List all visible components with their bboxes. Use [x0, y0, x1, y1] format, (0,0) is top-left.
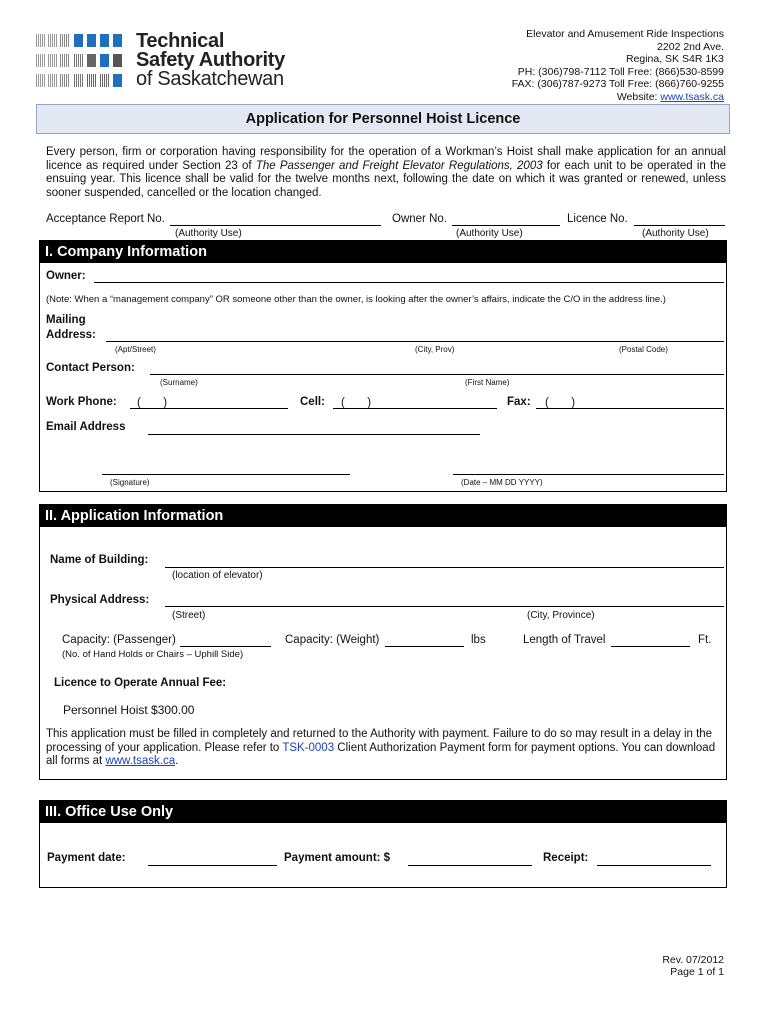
contact-address-2: Regina, SK S4R 1K3: [625, 53, 724, 65]
capacity-passenger-hint: (No. of Hand Holds or Chairs – Uphill Side): [62, 649, 244, 660]
fax-label: Fax:: [507, 396, 531, 408]
acceptance-report-field[interactable]: [170, 225, 381, 226]
personnel-hoist-fee: Personnel Hoist $300.00: [63, 703, 195, 717]
authority-use-hint-1: (Authority Use): [175, 228, 242, 239]
annual-fee-label: Licence to Operate Annual Fee:: [54, 677, 227, 689]
postal-code-hint: (Postal Code): [619, 345, 668, 354]
owner-field[interactable]: [94, 282, 724, 283]
payment-instructions: [46, 728, 718, 769]
licence-no-field[interactable]: [634, 225, 725, 226]
payment-text-1: This application must be filled in completely and returned to the Authority with payment. Failure to do so may result in a delay in the processing of your application. Please refer to: [46, 728, 713, 754]
physical-address-label: Physical Address:: [50, 594, 150, 606]
email-label: Email Address: [46, 421, 126, 433]
building-name-label: Name of Building:: [50, 554, 149, 566]
payment-text-2: Client Authorization Payment form for payment options. You can download all forms at: [46, 741, 716, 767]
capacity-passenger-label: Capacity: (Passenger): [62, 634, 176, 646]
owner-label: Owner:: [46, 270, 86, 282]
signature-hint: (Signature): [110, 478, 150, 487]
fax-area: ( ): [545, 397, 576, 409]
title-bar: [36, 104, 730, 134]
intro-part-1: Every person, firm or corporation having responsibility for the operation of a Workman’s Hoist shall make application for an annual licence as required under Section 23 of: [46, 146, 726, 172]
tsask-logo: [34, 32, 324, 92]
authority-use-hint-2: (Authority Use): [456, 228, 523, 239]
contact-block: [512, 28, 724, 103]
website-link[interactable]: www.tsask.ca: [660, 90, 724, 103]
building-name-field[interactable]: [165, 567, 724, 568]
authority-use-hint-3: (Authority Use): [642, 228, 709, 239]
ft-unit: Ft.: [698, 634, 712, 646]
section-3-heading: III. Office Use Only: [40, 801, 726, 823]
office-use-section: [39, 800, 727, 888]
intro-paragraph: [46, 146, 726, 200]
date-field[interactable]: [453, 474, 724, 475]
contact-fax: FAX: (306)787-9273 Toll Free: (866)760-9255: [511, 78, 724, 90]
length-of-travel-field[interactable]: [611, 646, 690, 647]
owner-no-field[interactable]: [452, 225, 560, 226]
lbs-unit: lbs: [471, 634, 486, 646]
first-name-hint: (First Name): [465, 378, 510, 387]
surname-hint: (Surname): [160, 378, 198, 387]
logo-squares: [34, 32, 129, 92]
owner-no-label: Owner No.: [392, 213, 447, 225]
payment-date-field[interactable]: [148, 865, 277, 866]
capacity-weight-field[interactable]: [385, 646, 464, 647]
logo-line-2: Safety Authority: [136, 49, 285, 71]
company-information-section: [39, 240, 727, 492]
logo-line-1: Technical: [136, 30, 225, 52]
logo-line-3: of Saskatchewan: [136, 68, 284, 90]
intro-part-2: for each unit to be operated in the ensuing year. This licence shall be valid for the twelve months next, following the date on which it was granted or renewed, unless sooner suspended, cancelled or the location changed.: [46, 159, 726, 199]
licence-no-label: Licence No.: [567, 213, 628, 225]
cell-field[interactable]: [333, 408, 497, 409]
management-note: (Note: When a “management company” OR someone other than the owner, is looking after the owner’s affairs, indicate the C/O in the address line.): [46, 294, 666, 305]
contact-title: Elevator and Amusement Ride Inspections: [526, 28, 724, 40]
location-hint: (location of elevator): [172, 570, 263, 581]
date-hint: (Date – MM DD YYYY): [461, 478, 543, 487]
signature-field[interactable]: [102, 474, 350, 475]
payment-website-link[interactable]: www.tsask.ca: [105, 755, 176, 767]
email-field[interactable]: [148, 434, 480, 435]
work-phone-area: ( ): [137, 397, 168, 409]
contact-person-field[interactable]: [150, 374, 724, 375]
mailing-address-field[interactable]: [106, 341, 724, 342]
payment-amount-label: Payment amount: $: [284, 852, 391, 864]
intro-regulation: The Passenger and Freight Elevator Regulations, 2003: [255, 159, 543, 172]
receipt-label: Receipt:: [543, 852, 589, 864]
revision: Rev. 07/2012: [662, 954, 724, 966]
capacity-weight-label: Capacity: (Weight): [285, 634, 380, 646]
website-label: Website:: [616, 90, 661, 103]
payment-date-label: Payment date:: [47, 852, 126, 864]
street-hint: (Street): [172, 610, 206, 621]
section-2-heading: II. Application Information: [40, 505, 726, 527]
payment-end: .: [175, 755, 179, 767]
payment-amount-field[interactable]: [408, 865, 532, 866]
form-title: Application for Personnel Hoist Licence: [245, 111, 521, 127]
fax-field[interactable]: [536, 408, 724, 409]
physical-address-field[interactable]: [165, 606, 724, 607]
city-province-hint: (City, Province): [527, 610, 595, 621]
apt-street-hint: (Apt/Street): [115, 345, 156, 354]
contact-website: [512, 91, 724, 104]
contact-phone: PH: (306)798-7112 Toll Free: (866)530-8599: [517, 65, 724, 78]
capacity-passenger-field[interactable]: [180, 646, 271, 647]
page-number: Page 1 of 1: [670, 966, 724, 978]
acceptance-report-label: Acceptance Report No.: [46, 213, 165, 225]
work-phone-field[interactable]: [130, 408, 288, 409]
city-prov-hint: (City, Prov): [415, 345, 455, 354]
contact-person-label: Contact Person:: [46, 362, 135, 374]
payment-form-ref[interactable]: TSK-0003: [282, 741, 335, 754]
mailing-label-1: Mailing: [46, 314, 86, 326]
work-phone-label: Work Phone:: [46, 396, 117, 408]
receipt-field[interactable]: [597, 865, 711, 866]
mailing-label-2: Address:: [46, 329, 96, 341]
length-of-travel-label: Length of Travel: [523, 634, 606, 646]
cell-label: Cell:: [300, 396, 325, 408]
contact-address-1: 2202 2nd Ave.: [657, 40, 724, 53]
cell-area: ( ): [341, 397, 372, 409]
section-1-heading: I. Company Information: [40, 241, 726, 263]
